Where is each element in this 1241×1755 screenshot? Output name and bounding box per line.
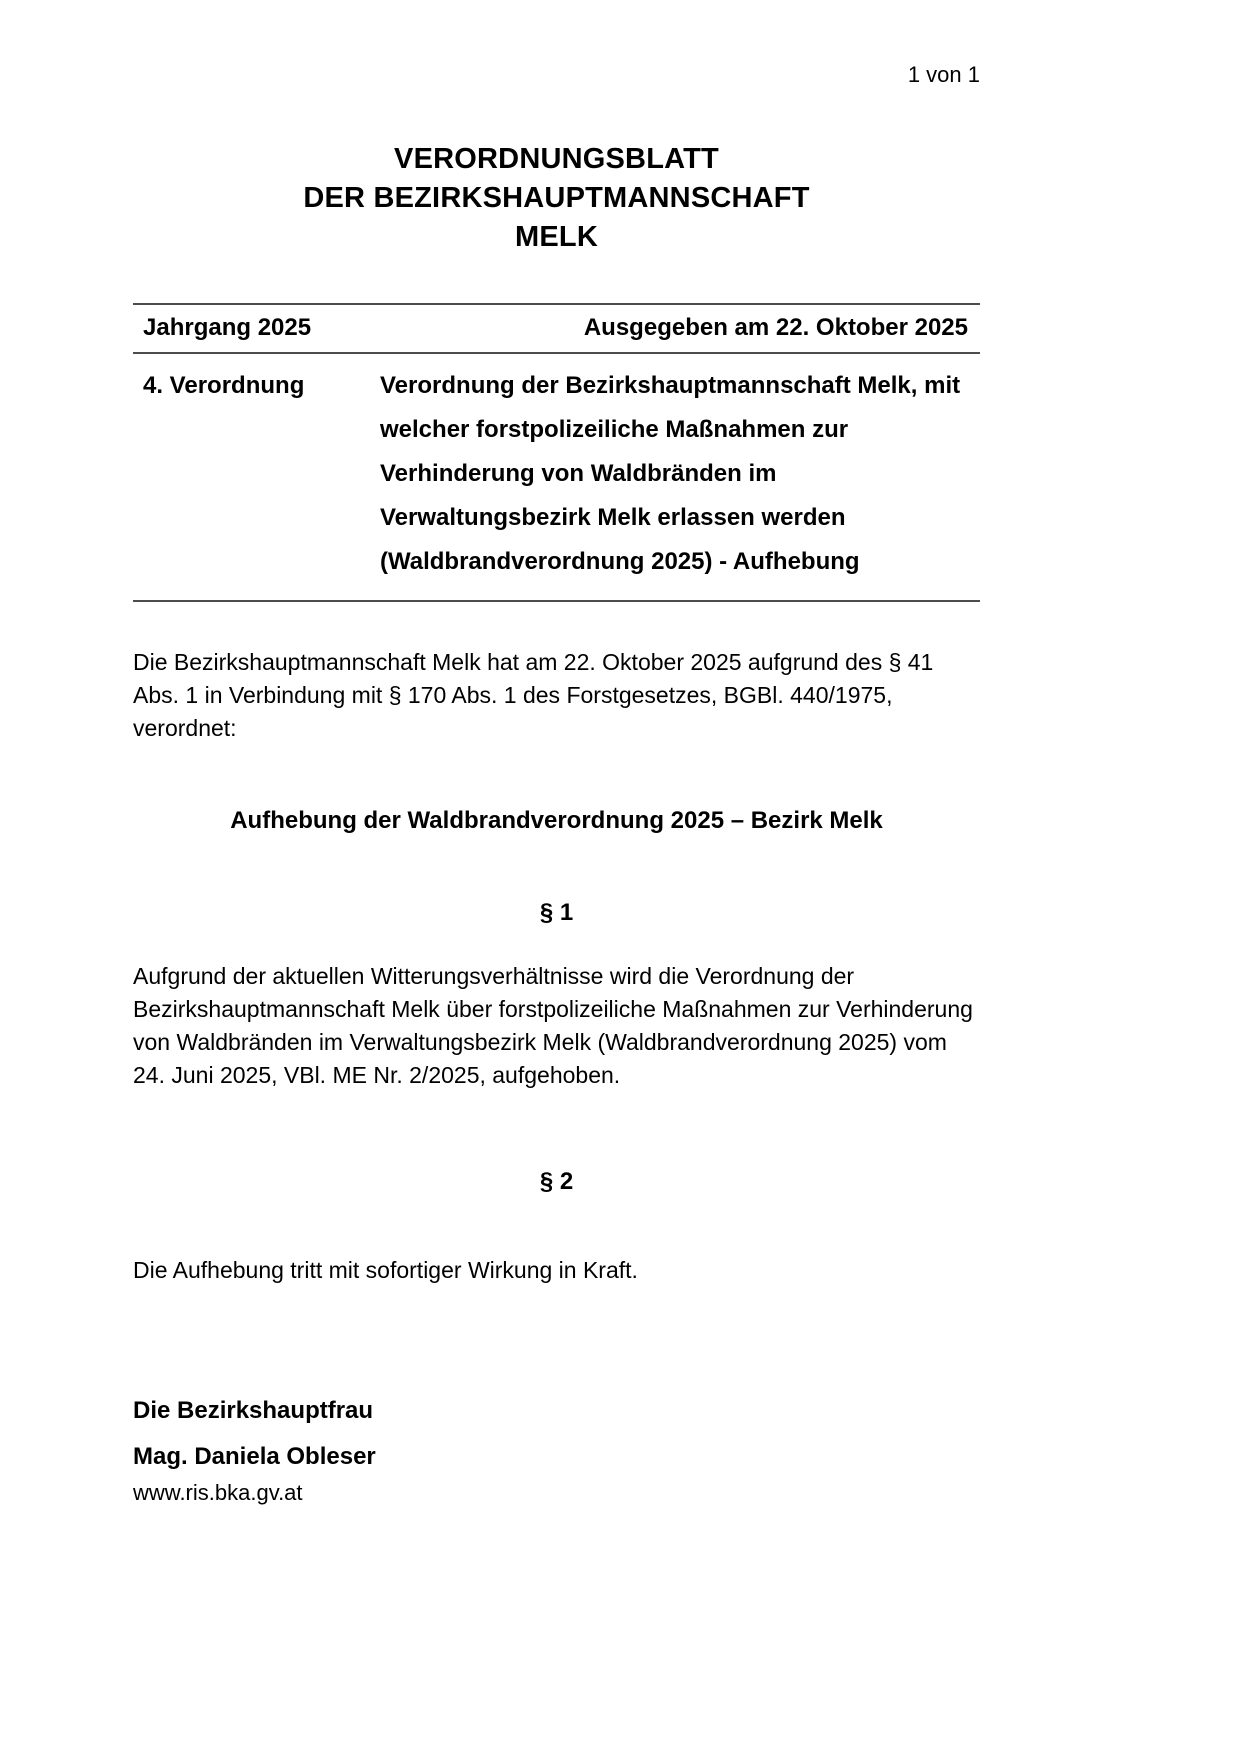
document-title-line-3: MELK	[515, 221, 598, 253]
signature-block	[133, 1397, 980, 1471]
footer-url: www.ris.bka.gv.at	[133, 1480, 303, 1505]
ordinance-row	[133, 354, 980, 600]
issue-date-label: Ausgegeben am 22. Oktober 2025	[583, 314, 968, 341]
year-label: Jahrgang 2025	[143, 314, 312, 341]
paragraph-1-text: Aufgrund der aktuellen Witterungsverhältnisse wird die Verordnung der Bezirkshauptmannschaft Melk über forstpolizeiliche Maßnahmen zur Verhinderung von Waldbränden im Verwaltungsbezirk Melk (Waldbrandverordnung 2025) vom 24. Juni 2025, VBl. ME Nr. 2/2025, aufgehoben.	[133, 963, 973, 1088]
document-title	[133, 140, 980, 257]
signature-role: Die Bezirkshauptfrau	[133, 1397, 374, 1424]
document-title-line-1: VERORDNUNGSBLATT	[394, 143, 719, 175]
ordinance-number: 4. Verordnung	[143, 372, 305, 399]
document-title-line-2: DER BEZIRKSHAUPTMANNSCHAFT	[303, 182, 810, 214]
gazette-header-row	[133, 305, 980, 354]
document-content	[133, 0, 980, 1471]
paragraph-2-label: § 2	[539, 1168, 574, 1195]
paragraph-1-label: § 1	[539, 899, 574, 926]
section-heading: Aufhebung der Waldbrandverordnung 2025 – Bezirk Melk	[230, 807, 883, 834]
ordinance-title: Verordnung der Bezirkshauptmannschaft Melk, mit welcher forstpolizeiliche Maßnahmen zur Verhinderung von Waldbränden im Verwaltungsbezirk Melk erlassen werden (Waldbrandverordnung 2025) - Aufhebung	[380, 372, 961, 575]
paragraph-2-text: Die Aufhebung tritt mit sofortiger Wirkung in Kraft.	[133, 1257, 638, 1283]
gazette-header-table	[133, 303, 980, 602]
preamble-paragraph: Die Bezirkshauptmannschaft Melk hat am 22. Oktober 2025 aufgrund des § 41 Abs. 1 in Verbindung mit § 170 Abs. 1 des Forstgesetzes, BGBl. 440/1975, verordnet:	[133, 649, 934, 741]
page-number-indicator: 1 von 1	[907, 62, 980, 87]
signature-name: Mag. Daniela Obleser	[133, 1443, 376, 1470]
